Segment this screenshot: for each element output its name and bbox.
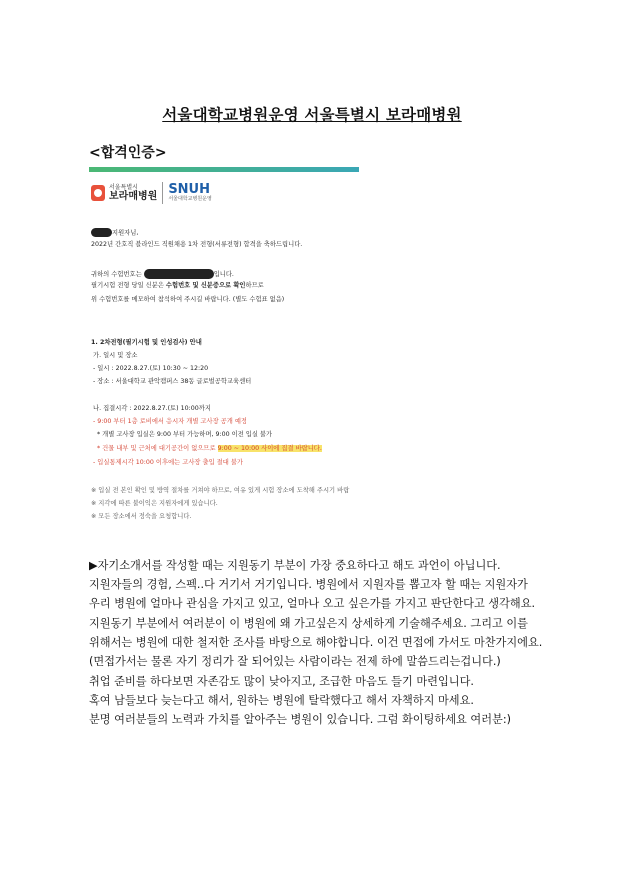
exam-number-suffix: 입니다. — [213, 271, 234, 278]
logo-name: 보라매병원 — [109, 191, 158, 202]
acceptance-letter-image — [89, 167, 359, 542]
paragraph-line: 혹여 남들보다 늦는다고 해서, 원하는 병원에 탈락했다고 해서 자책하지 마세요. — [89, 694, 474, 707]
paragraph-line: 위해서는 병원에 대한 철저한 조사를 바탕으로 해야합니다. 이건 면접에 가서도 마찬가지에요. — [89, 636, 543, 649]
redacted-name — [91, 228, 112, 237]
exam-number-prefix: 귀하의 수험번호는 — [91, 271, 142, 278]
id-note: 필기시험 전형 당일 신분은 수험번호 및 신분증으로 확인하므로 — [91, 282, 264, 289]
redacted-exam-number — [144, 269, 214, 279]
paragraph-line: 분명 여러분들의 노력과 가치를 알아주는 병원이 있습니다. 그럼 화이팅하세요 여러분:) — [89, 713, 511, 726]
snuh-logo: SNUH — [168, 182, 210, 197]
footnote-3: ※ 모든 장소에서 정숙을 요청합니다. — [91, 513, 192, 520]
hospital-logo — [91, 179, 212, 207]
section-na: 나. 집결시각 : 2022.8.27.(토) 10:00까지 — [93, 405, 211, 412]
paragraph-line: 지원동기 부분에서 여러분이 이 병원에 왜 가고싶은지 상세하게 기술해주세요. 그리고 이를 — [89, 617, 528, 630]
paragraph-line: 우리 병원에 얼마나 관심을 가지고 있고, 얼마나 오고 싶은가를 가지고 판단한다고 생각해요. — [89, 597, 536, 610]
greeting: 지원자님, — [112, 229, 139, 237]
notice-red-2: * 건물 내부 및 근처에 대기공간이 없으므로 9:00 ~ 10:00 사이에 집결 바랍니다. — [97, 445, 322, 452]
heart-logo-icon — [91, 185, 105, 201]
document-title: 서울대학교병원운영 서울특별시 보라매병원 — [162, 106, 462, 124]
notice-1: * 개별 고사장 입실은 9:00 부터 가능하며, 9:00 이전 입실 불가 — [97, 431, 273, 438]
paragraph-line: ▶자기소개서를 작성할 때는 지원동기 부분이 가장 중요하다고 해도 과언이 아닙니다. — [89, 559, 501, 572]
round2-title: 1. 2차전형(필기시험 및 인성검사) 안내 — [91, 339, 202, 346]
logo-small-text: 서울특별시 — [109, 184, 138, 191]
footnote-1: ※ 입실 전 본인 확인 및 방역 절차를 거쳐야 하므로, 여유 있게 시험 장소에 도착해 주시기 바랍 — [91, 487, 350, 494]
paragraph-line: 지원자들의 경험, 스펙..다 거기서 거기입니다. 병원에서 지원자를 뽑고자 할 때는 지원자가 — [89, 578, 528, 591]
section-heading: <합격인증> — [89, 145, 167, 161]
logo-divider — [162, 182, 163, 204]
exam-place: - 장소 : 서울대학교 관악캠퍼스 38동 글로벌공학교육센터 — [93, 378, 252, 385]
exam-date: - 일시 : 2022.8.27.(토) 10:30 ~ 12:20 — [93, 365, 209, 372]
snuh-subtext: 서울대학교병원운영 — [168, 196, 212, 202]
section-ga: 가. 일시 및 장소 — [93, 352, 138, 359]
notice-red-1: - 9:00 부터 1층 로비에서 응시자 개별 고사장 공개 예정 — [93, 418, 248, 425]
memo-note: 위 수험번호를 메모하여 참석하여 주시길 바랍니다. (별도 수험표 없음) — [91, 296, 285, 303]
paragraph-line: 취업 준비를 하다보면 자존감도 많이 낮아지고, 조급한 마음도 들기 마련입니다. — [89, 675, 474, 688]
congrats-line: 2022년 간호직 블라인드 직원채용 1차 전형(서류전형) 합격을 축하드립니다. — [91, 241, 303, 248]
paragraph-line: (면접가서는 물론 자기 정리가 잘 되어있는 사람이라는 전제 하에 말씀드리는겁니다.) — [89, 655, 501, 668]
header-accent-bar — [89, 167, 359, 172]
footnote-2: ※ 지각에 따른 불이익은 지원자에게 있습니다. — [91, 500, 218, 507]
notice-red-3: - 입실통제시각 10:00 이후에는 고사장 출입 절대 불가 — [93, 459, 244, 466]
